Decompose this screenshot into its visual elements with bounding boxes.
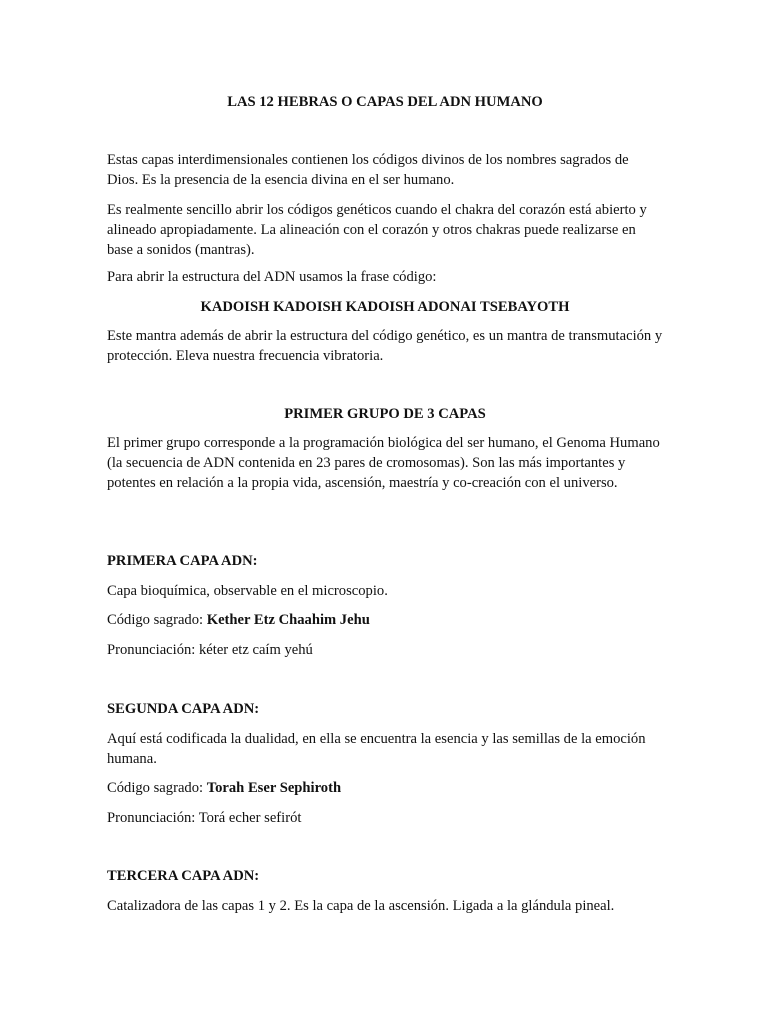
layer1-description: Capa bioquímica, observable en el microscopio. (107, 583, 388, 599)
layer2-description: Aquí está codificada la dualidad, en ella se encuentra la esencia y las semillas de la emoción humana. (107, 731, 646, 767)
layer1-code: Kether Etz Chaahim Jehu (206, 612, 370, 628)
layer1-heading: PRIMERA CAPA ADN: (107, 553, 258, 569)
intro-paragraph-2: Es realmente sencillo abrir los códigos genéticos cuando el chakra del corazón está abierto y alineado apropiadamente. La alineación con el corazón y otros chakras puede realizarse en base a sonidos (mantras). (107, 202, 647, 258)
group1-paragraph: El primer grupo corresponde a la programación biológica del ser humano, el Genoma Humano (la secuencia de ADN contenida en 23 pares de cromosomas). Son las más importantes y potentes en relación a la propia vida, ascensión, maestría y co-creación con el universo. (107, 435, 660, 491)
document-title: LAS 12 HEBRAS O CAPAS DEL ADN HUMANO (227, 94, 543, 110)
group1-heading: PRIMER GRUPO DE 3 CAPAS (284, 406, 486, 422)
layer1-code-line (107, 610, 663, 630)
intro-paragraph-3: Para abrir la estructura del ADN usamos la frase código: (107, 269, 437, 285)
layer3-description: Catalizadora de las capas 1 y 2. Es la capa de la ascensión. Ligada a la glándula pineal. (107, 898, 615, 914)
intro-paragraph-1: Estas capas interdimensionales contienen los códigos divinos de los nombres sagrados de Dios. Es la presencia de la esencia divina en el ser humano. (107, 152, 629, 188)
layer2-pronunciation: Pronunciación: Torá echer sefirót (107, 810, 302, 826)
layer2-code: Torah Eser Sephiroth (206, 780, 342, 796)
layer1-pronunciation: Pronunciación: kéter etz caím yehú (107, 642, 313, 658)
intro-paragraph-4: Este mantra además de abrir la estructura del código genético, es un mantra de transmutación y protección. Eleva nuestra frecuencia vibratoria. (107, 328, 663, 364)
layer1-code-label: Código sagrado: (107, 612, 207, 628)
layer2-code-line (107, 778, 663, 798)
layer2-heading: SEGUNDA CAPA ADN: (107, 701, 260, 717)
layer3-heading: TERCERA CAPA ADN: (107, 868, 260, 884)
mantra-text: KADOISH KADOISH KADOISH ADONAI TSEBAYOTH (200, 299, 570, 315)
layer2-code-label: Código sagrado: (107, 780, 207, 796)
